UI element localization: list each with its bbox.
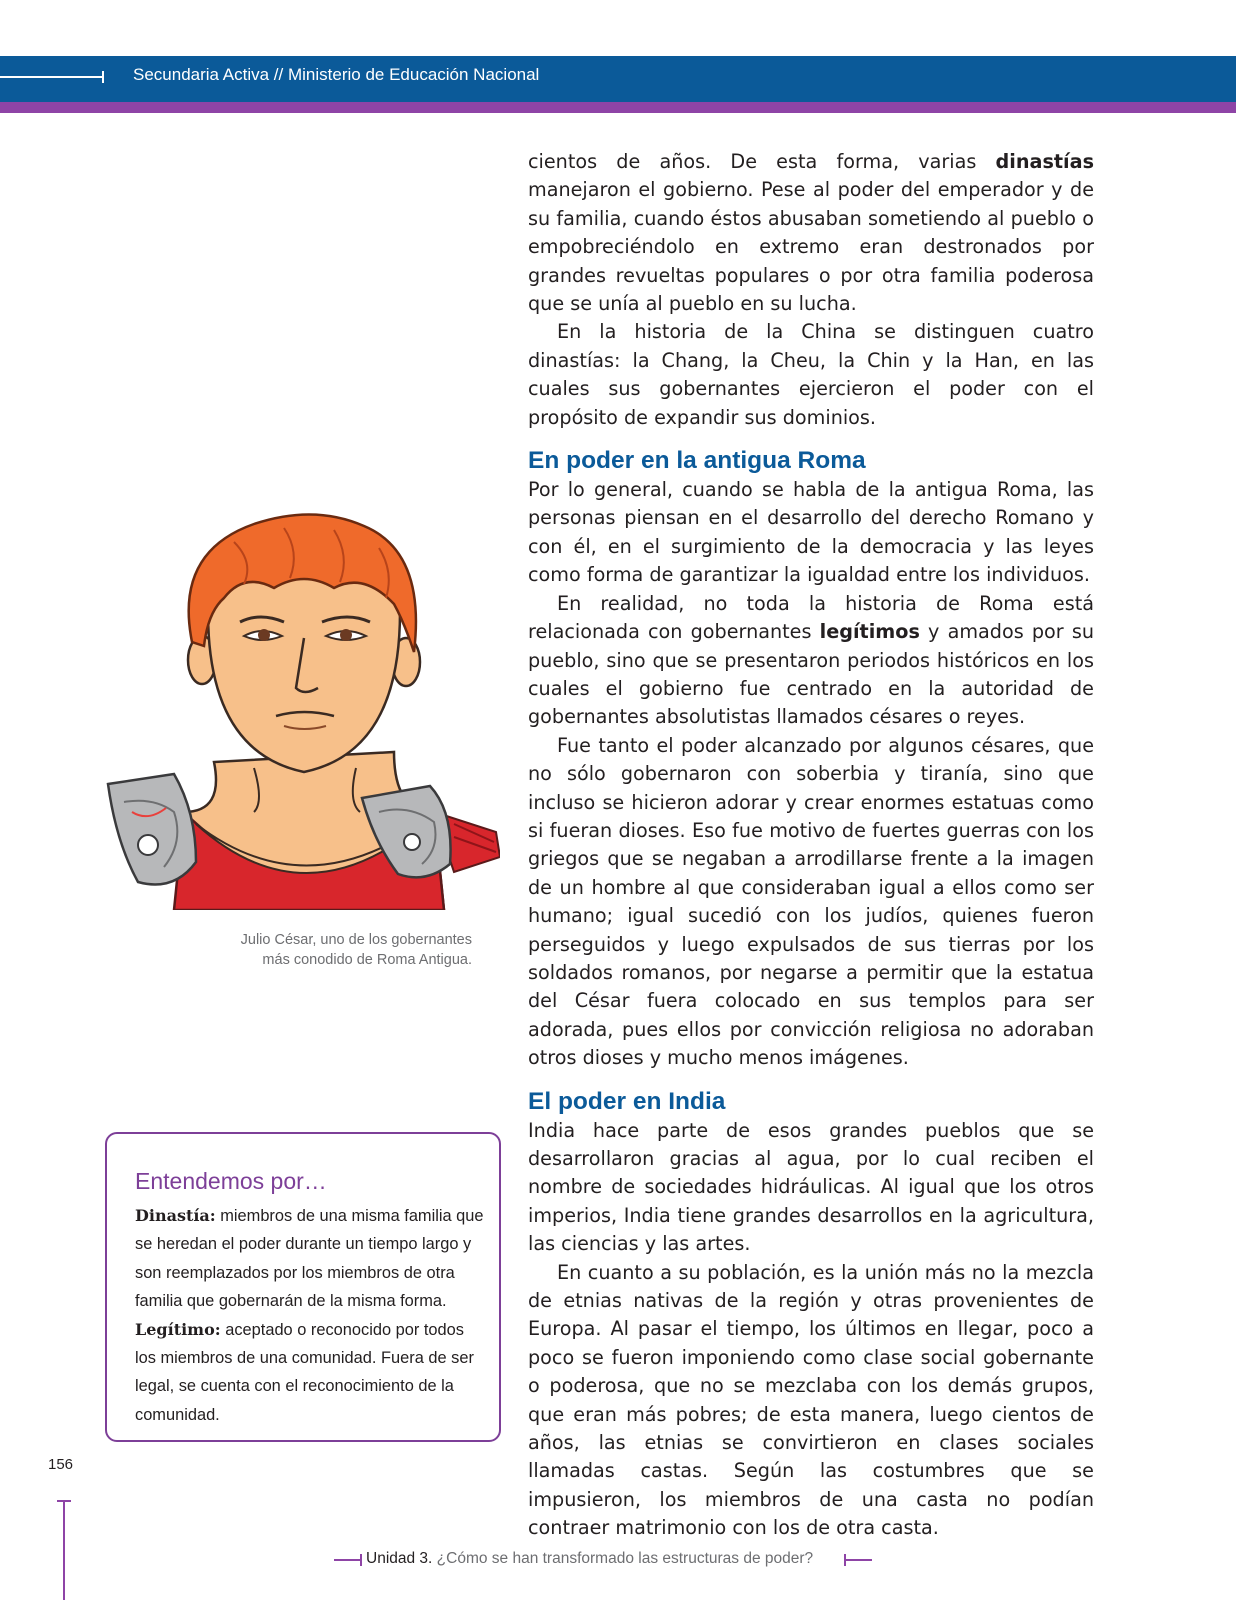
term-legitimos: legítimos: [819, 620, 920, 644]
paragraph: Fue tanto el poder alcanzado por algunos césares, que no sólo gobernaron con soberbia y tiranía, sino que incluso se hicieron adorar y crear enormes estatuas como si fueran dioses. Eso fue motivo de fuertes guerras con los griegos que se negaban a arrodillarse frente a la imagen de un hombre al que consideraban igual a ellos como ser humano; igual sucedió con los judíos, quienes fueron perseguidos y luego expulsados de sus tierras por los soldados romanos, por negarse a permitir que la estatua del César fuera colocado en sus templos para ser adorada, pues ellos por convicción religiosa no adoraban otros dioses y mucho menos imágenes.: [528, 733, 1094, 1070]
glossary-box: [105, 1132, 501, 1442]
glossary-definition: aceptado o reconocido por todos los miembros de una comunidad. Fuera de ser legal, se cuenta con el reconocimiento de la comunidad.: [135, 1320, 474, 1424]
glossary-text: [135, 1202, 485, 1429]
paragraph: India hace parte de esos grandes pueblos que se desarrollaron gracias al agua, por lo cual reciben el nombre de sociedades hidráulicas. Al igual que los otros imperios, India tiene grandes desarrollos en la agricultura, las ciencias y las artes.: [528, 1118, 1094, 1256]
footer-rule-right: [844, 1559, 872, 1561]
page-number: 156: [48, 1456, 74, 1473]
section-heading-roma: En poder en la antigua Roma: [528, 447, 866, 475]
header-tick: [102, 71, 104, 83]
glossary-title: Entendemos por…: [135, 1168, 327, 1194]
paragraph: cientos de años. De esta forma, varias dinastías manejaron el gobierno. Pese al poder del emperador y de su familia, cuando éstos abusaban sometiendo al pueblo o empobreciéndolo en extremo eran destronados por grandes revueltas populares o por otra familia poderosa que se unía al pueblo en su lucha.: [528, 150, 1094, 316]
glossary-definition: miembros de una misma familia que se heredan el poder durante un tiempo largo y son reemplazados por los miembros de otra familia que gobernarán de la misma forma.: [135, 1207, 484, 1311]
footer-tick-left: [360, 1554, 362, 1566]
footer: [334, 1550, 874, 1570]
paragraph: En la historia de la China se distinguen cuatro dinastías: la Chang, la Cheu, la Chin y la Han, en las cuales sus gobernantes ejercieron el poder con el propósito de expandir sus dominios.: [528, 320, 1094, 429]
footer-text: [366, 1550, 813, 1568]
footer-rule-left: [334, 1559, 362, 1561]
paragraph: En cuanto a su población, es la unión más no la mezcla de etnias nativas de la región y otras provenientes de Europa. Al pasar el tiempo, los últimos en llegar, poco a poco se fueron imponiendo como clase social gobernante o poderosa, que no se mezclaba con los demás grupos, que eran más pobres; de esta manera, luego cientos de años, las etnias se convirtieron en clases sociales llamadas castas. Según las costumbres que se impusieron, los miembros de una casta no podían contraer matrimonio con los de otra casta.: [528, 1260, 1094, 1540]
section-heading-india: El poder en India: [528, 1087, 726, 1115]
header-rule: [0, 76, 104, 78]
margin-line: [63, 1500, 65, 1600]
footer-question: ¿Cómo se han transformado las estructuras de poder?: [432, 1550, 814, 1567]
footer-tick-right: [844, 1554, 846, 1566]
julius-caesar-illustration: [104, 512, 500, 910]
main-text-column: [528, 148, 1094, 1543]
glossary-term-legitimo: Legítimo:: [135, 1319, 221, 1339]
header-title: Secundaria Activa // Ministerio de Educación Nacional: [133, 65, 540, 84]
term-dinastias: dinastías: [995, 150, 1094, 173]
figure-caption: Julio César, uno de los gobernantes más conodido de Roma Antigua.: [240, 932, 472, 968]
paragraph: Por lo general, cuando se habla de la antigua Roma, las personas piensan en el desarrollo del derecho Romano y con él, en el surgimiento de la democracia y las leyes como forma de garantizar la igualdad entre los individuos.: [528, 478, 1094, 587]
header-stripe: [0, 102, 1236, 113]
paragraph: En realidad, no toda la historia de Roma está relacionada con gobernantes legítimos y amados por su pueblo, sino que se presentaron periodos históricos en los cuales el gobierno fue centrado en la autoridad de gobernantes absolutistas llamados césares o reyes.: [528, 591, 1094, 729]
glossary-term-dinastia: Dinastía:: [135, 1206, 216, 1225]
footer-unit: Unidad 3.: [366, 1550, 433, 1567]
